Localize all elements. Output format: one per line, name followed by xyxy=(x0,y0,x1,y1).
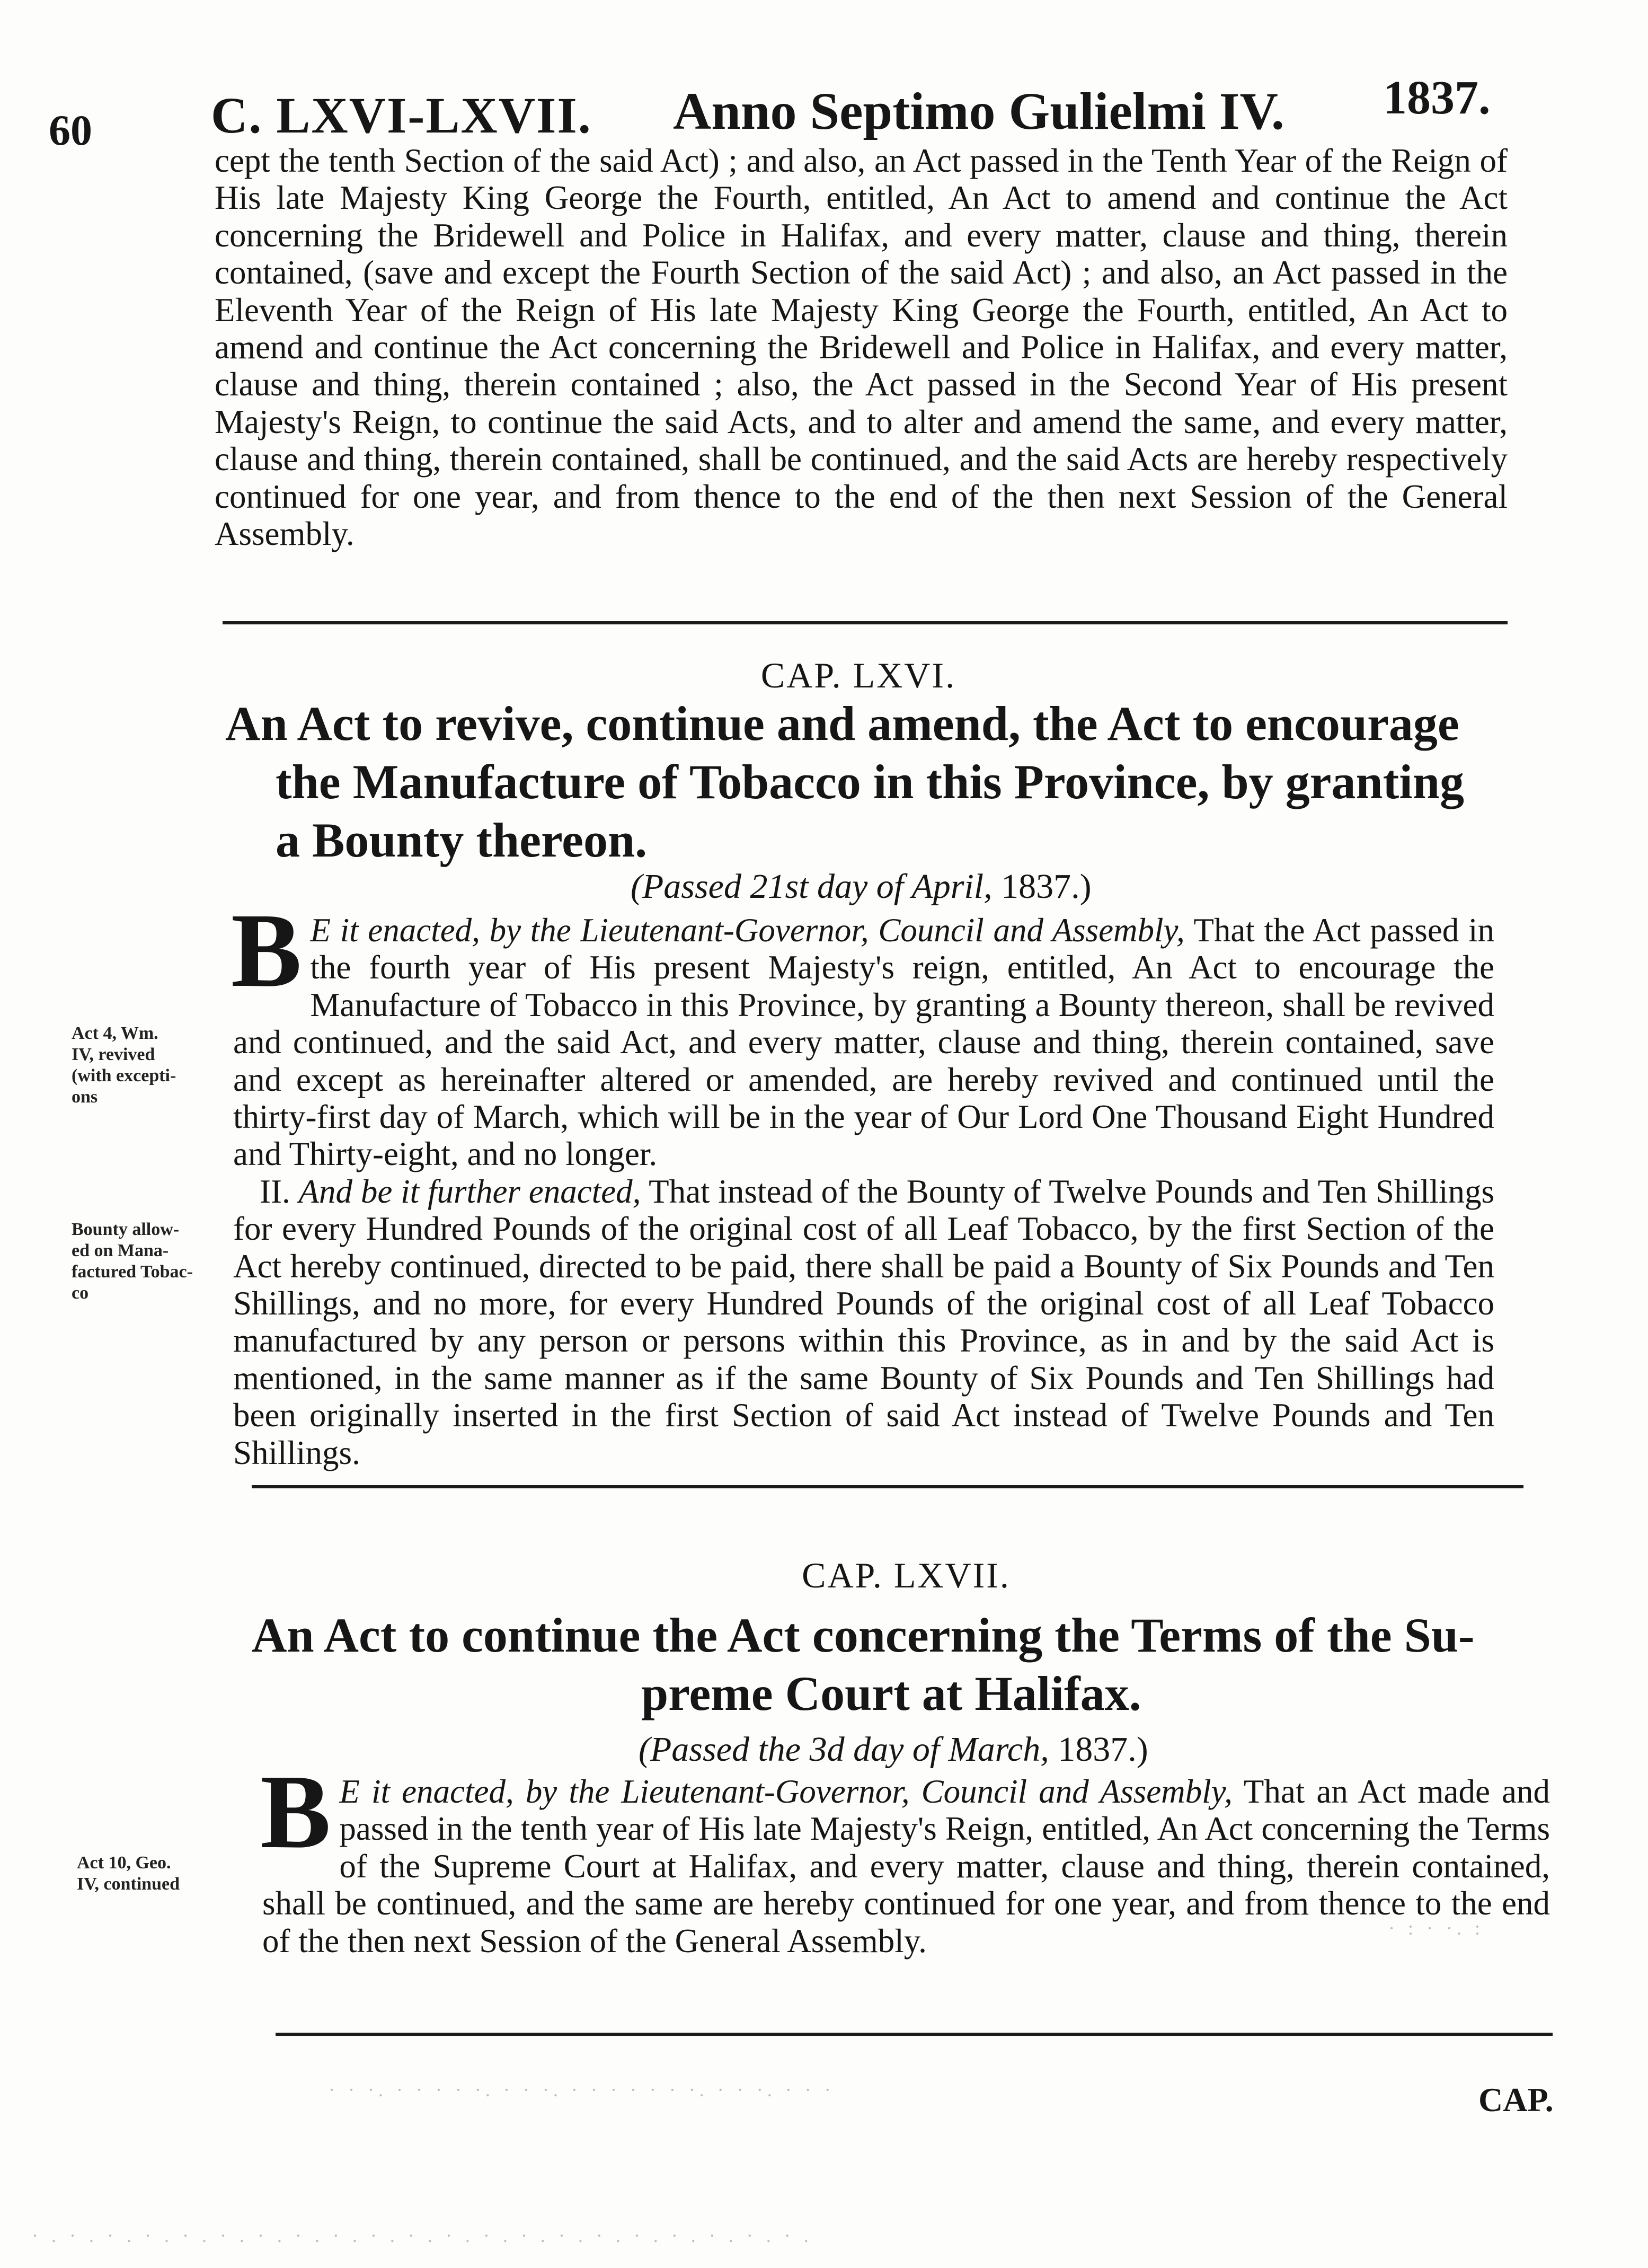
cap67-enact-text: That an Act made and passed in the tenth year of His late Majesty's Reign, entitled, An Act concerning the Terms of the Supreme Court at Halifax, and every matter, clause and thing, therein contained, shall be continued, and the same are hereby continued for one year, and from thence to the end of the then next Session of the General Assembly. xyxy=(262,1773,1550,1960)
cap67-passed-prefix: (Passed the 3d day of March, xyxy=(639,1730,1058,1769)
cap67-title-line1: An Act to continue the Act concerning the Terms of the Su- xyxy=(252,1608,1475,1662)
cap66-enact-text: That the Act passed in the fourth year of His present Majesty's reign, entitled, An Act to encourage the Manufacture of Tobacco in this Province, by granting a Bounty thereon, shall be revived and continued, and the said Act, and every matter, clause and thing, therein contained, save and except as hereinafter altered or amended, are hereby revived and continued until the thirty-first day of March, which will be in the year of Our Lord One Thousand Eight Hundred and Thirty-eight, and no longer. xyxy=(233,912,1494,1173)
cap66-dropcap: B xyxy=(231,892,302,1009)
cap67-dropcap: B xyxy=(260,1753,331,1870)
cap67-passed-date xyxy=(639,1732,1148,1767)
cap66-passed-date xyxy=(631,869,1092,904)
bleed-through-marks: · · ·. · · · · ·. · · ·. · · · · · · ·. · · ·. · · · xyxy=(329,2079,835,2101)
cap66-title-line2: the Manufacture of Tobacco in this Province, by granting xyxy=(276,755,1464,809)
cap66-title xyxy=(225,694,1550,869)
cap67-body xyxy=(260,1753,1550,1960)
section-divider xyxy=(252,1485,1523,1488)
cap66-heading: CAP. LXVI. xyxy=(760,655,956,695)
cap67-enact-italic: E it enacted, by the Lieutenant-Governor, Council and Assembly, xyxy=(339,1773,1233,1810)
cap66-section2-number: II. xyxy=(260,1172,290,1210)
bleed-through-marks: · . · . · . · . · . · . · . · . · . · . · . · . · . · . · . · . · . · . · . · . · . xyxy=(32,2225,813,2246)
cap67-title xyxy=(252,1606,1566,1723)
cap66-body xyxy=(231,892,1494,1471)
cap67-margin-note-continued: Act 10, Geo. IV, continued xyxy=(77,1853,180,1894)
cap66-enacting-clause xyxy=(231,892,1494,1173)
cap66-margin-note-revived: Act 4, Wm. IV, revived (with excepti- ons xyxy=(72,1023,176,1107)
cap66-title-line1: An Act to revive, continue and amend, the Act to encourage xyxy=(225,696,1459,751)
header-year: 1837. xyxy=(1383,72,1491,124)
bleed-through-marks: · : · ·. : xyxy=(1388,1918,1484,1939)
cap67-title-line2: preme Court at Halifax. xyxy=(641,1666,1141,1720)
cap67-heading: CAP. LXVII. xyxy=(802,1555,1011,1595)
cap67-passed-year: 1837.) xyxy=(1058,1730,1148,1769)
chapter-range: C. LXVI-LXVII. xyxy=(211,87,592,144)
cap66-passed-prefix: (Passed 21st day of April, xyxy=(631,867,1002,906)
continuation-paragraph: cept the tenth Section of the said Act) ; and also, an Act passed in the Tenth Year of the Reign of His late Majesty King George the Fourth, entitled, An Act to amend and continue the Act concerning the Bridewell and Police in Halifax, and every matter, clause and thing, therein contained, (save and except the Fourth Section of the said Act) ; and also, an Act passed in the Eleventh Year of the Reign of His late Majesty King George the Fourth, entitled, An Act to amend and continue the Act concerning the Bridewell and Police in Halifax, and every matter, clause and thing, therein contained ; also, the Act passed in the Second Year of His present Majesty's Reign, to continue the said Acts, and to alter and amend the same, and every matter, clause and thing, therein contained, shall be continued, and the said Acts are hereby respectively continued for one year, and from thence to the end of the then next Session of the General Assembly. xyxy=(215,142,1508,553)
cap66-section2-italic: And be it further enacted, xyxy=(298,1172,641,1210)
cap66-margin-note-bounty: Bounty allow- ed on Mana- factured Tobac- co xyxy=(72,1220,193,1303)
page-number: 60 xyxy=(49,106,92,154)
cap66-section-2 xyxy=(233,1173,1494,1471)
running-title: Anno Septimo Gulielmi IV. xyxy=(673,82,1284,140)
footer-catchword: CAP. xyxy=(1478,2081,1554,2119)
cap66-title-line3: a Bounty thereon. xyxy=(276,813,648,867)
section-divider xyxy=(223,621,1508,624)
cap67-enacting-clause xyxy=(260,1753,1550,1960)
cap66-enact-italic: E it enacted, by the Lieutenant-Governor, Council and Assembly, xyxy=(310,912,1185,949)
cap66-section2-text: That instead of the Bounty of Twelve Pounds and Ten Shillings for every Hundred Pounds of the original cost of all Leaf Tobacco, by the first Section of the Act hereby continued, directed to be paid, there shall be paid a Bounty of Six Pounds and Ten Shillings, and no more, for every Hundred Pounds of the original cost of all Leaf Tobacco manufactured by any person or persons within this Province, as in and by the said Act is mentioned, in the same manner as if the same Bounty of Six Pounds and Ten Shillings had been originally inserted in the first Section of said Act instead of Twelve Pounds and Ten Shillings. xyxy=(233,1172,1494,1471)
section-divider xyxy=(276,2033,1553,2036)
cap66-passed-year: 1837.) xyxy=(1001,867,1092,906)
